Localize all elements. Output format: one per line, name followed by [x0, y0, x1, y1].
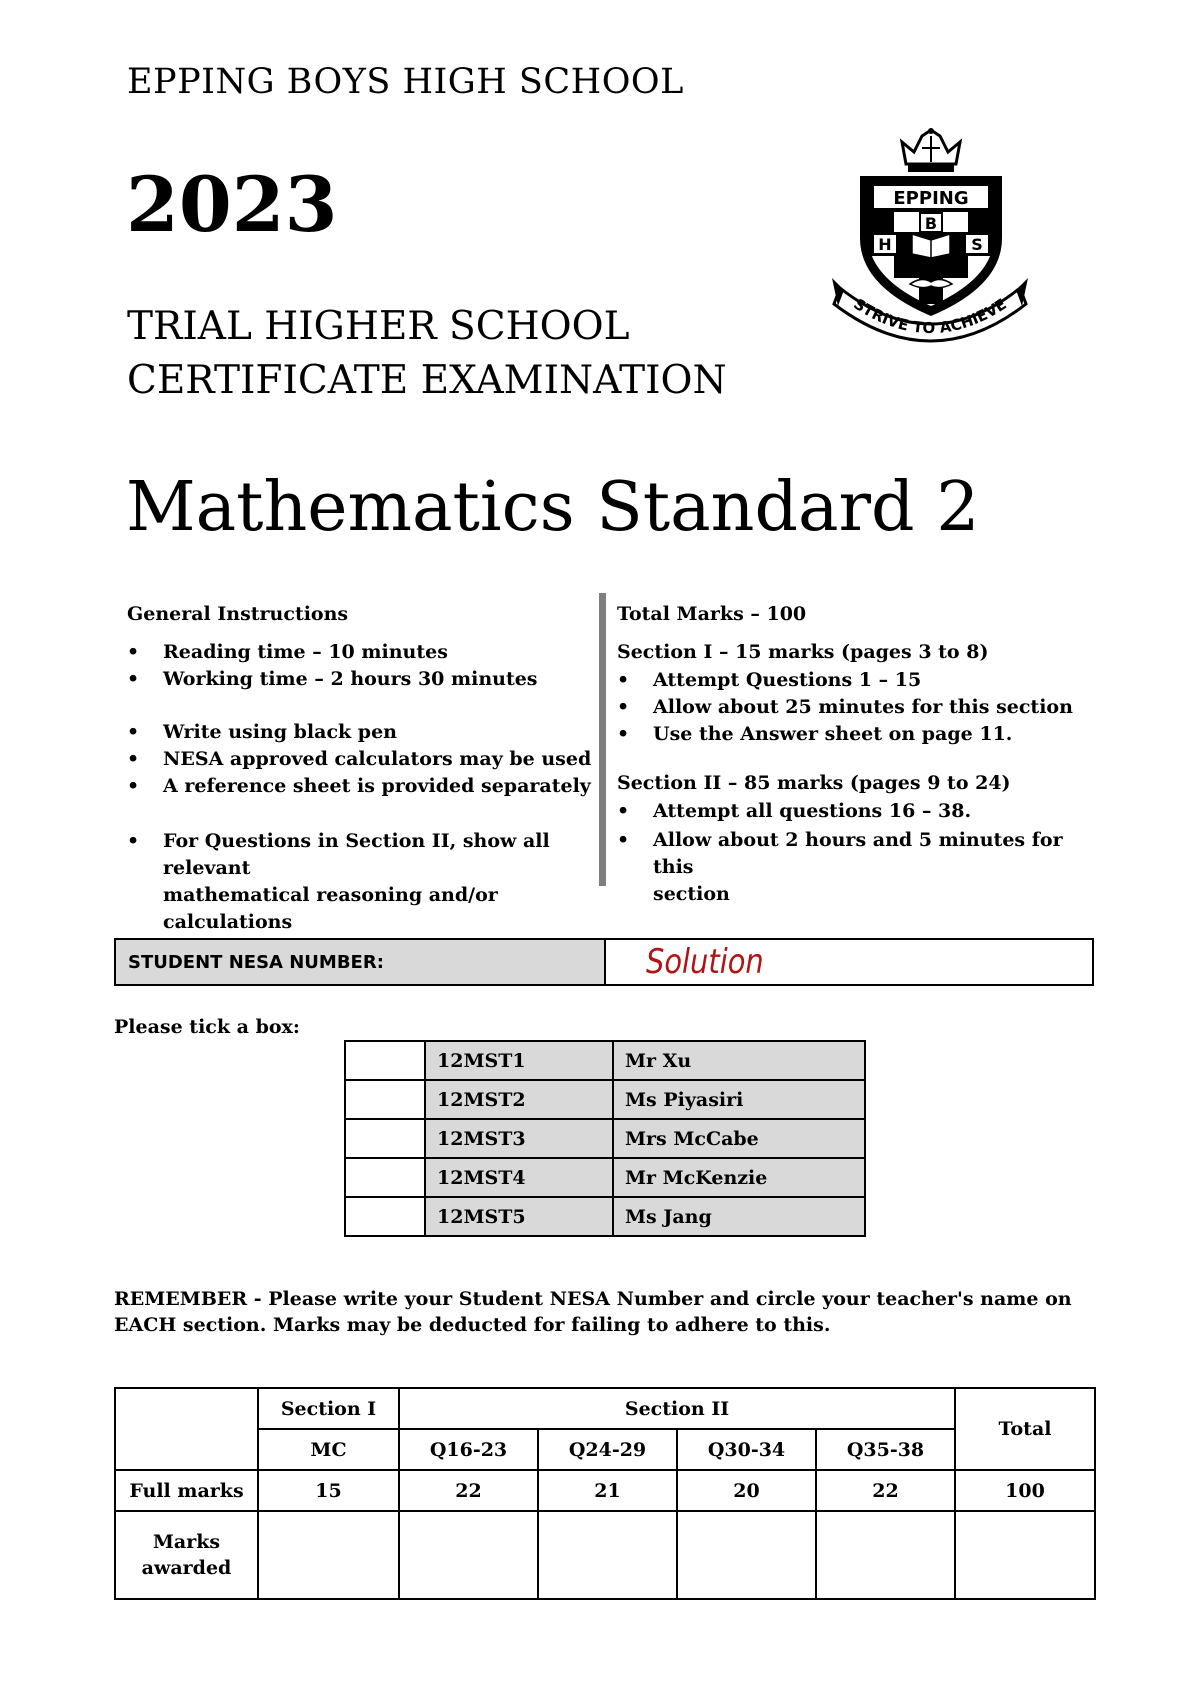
- marks-awarded-label: [115, 1511, 258, 1599]
- marks-awarded-cell[interactable]: [677, 1511, 816, 1599]
- instruction-show-reasoning-line2: mathematical reasoning and/or calculations: [163, 884, 498, 933]
- marks-header-row: [115, 1388, 1095, 1429]
- tick-box-label: Please tick a box:: [114, 1016, 300, 1038]
- exam-year: 2023: [126, 160, 338, 249]
- tick-box[interactable]: [345, 1158, 425, 1197]
- nesa-number-value: Solution: [646, 942, 764, 982]
- marks-awarded-row: [115, 1511, 1095, 1599]
- marks-table: [114, 1387, 1096, 1600]
- section1-instruction: • Allow about 25 minutes for this section: [617, 696, 1087, 723]
- tick-box[interactable]: [345, 1080, 425, 1119]
- section1-header: Section I: [258, 1388, 399, 1429]
- class-code: 12MST4: [425, 1158, 613, 1197]
- general-instructions-heading: General Instructions: [127, 603, 349, 625]
- marks-awarded-cell[interactable]: [538, 1511, 677, 1599]
- full-marks-value: 22: [816, 1470, 955, 1511]
- crest-letter-s: S: [971, 235, 983, 254]
- school-name: EPPING BOYS HIGH SCHOOL: [127, 62, 684, 102]
- section1-instruction: • Use the Answer sheet on page 11.: [617, 723, 1087, 750]
- nesa-number-box: [114, 938, 1094, 986]
- teacher-name: Mr Xu: [613, 1041, 865, 1080]
- teacher-name: Ms Piyasiri: [613, 1080, 865, 1119]
- section2-header: Section II: [399, 1388, 955, 1429]
- nesa-number-field[interactable]: [606, 940, 1092, 984]
- section2-instruction-line1: Allow about 2 hours and 5 minutes for this: [653, 829, 1063, 878]
- total-marks-info: [617, 603, 1087, 908]
- section2-instruction: [617, 827, 1087, 908]
- marks-awarded-cell[interactable]: [258, 1511, 399, 1599]
- class-row: [345, 1080, 865, 1119]
- crest-motto: STRIVE TO ACHIEVE: [850, 294, 1010, 338]
- school-crest-logo: [830, 128, 1030, 348]
- tick-box[interactable]: [345, 1041, 425, 1080]
- full-marks-value: 22: [399, 1470, 538, 1511]
- class-selection-table: [344, 1040, 866, 1237]
- section1-title: Section I – 15 marks (pages 3 to 8): [617, 641, 989, 663]
- full-marks-value: 20: [677, 1470, 816, 1511]
- column-header: Q24-29: [538, 1429, 677, 1470]
- section2-instruction-line2: section: [653, 883, 730, 905]
- crown-icon: [902, 128, 960, 172]
- full-marks-total: 100: [955, 1470, 1095, 1511]
- class-row: [345, 1119, 865, 1158]
- full-marks-value: 21: [538, 1470, 677, 1511]
- class-code: 12MST3: [425, 1119, 613, 1158]
- full-marks-value: 15: [258, 1470, 399, 1511]
- instruction-reading-time: • Reading time – 10 minutes: [127, 641, 597, 668]
- instruction-show-reasoning-line1: For Questions in Section II, show all relevant: [163, 830, 550, 879]
- column-header: MC: [258, 1429, 399, 1470]
- teacher-name: Mr McKenzie: [613, 1158, 865, 1197]
- total-marks-heading: Total Marks – 100: [617, 603, 807, 625]
- section2-instruction: • Attempt all questions 16 – 38.: [617, 800, 1087, 827]
- exam-title-line1: TRIAL HIGHER SCHOOL: [127, 304, 630, 349]
- column-header: Q30-34: [677, 1429, 816, 1470]
- class-row: [345, 1041, 865, 1080]
- column-divider: [599, 593, 606, 886]
- marks-awarded-cell[interactable]: [399, 1511, 538, 1599]
- marks-awarded-label-line1: Marks: [152, 1531, 221, 1553]
- marks-awarded-label-line2: awarded: [141, 1557, 232, 1579]
- crest-letter-b: B: [924, 214, 938, 233]
- teacher-name: Mrs McCabe: [613, 1119, 865, 1158]
- instruction-working-time: • Working time – 2 hours 30 minutes: [127, 668, 597, 695]
- remember-note: REMEMBER - Please write your Student NESA Number and circle your teacher's name on EACH section. Marks may be deducted for failing to adhere to this.: [114, 1288, 1072, 1336]
- nesa-number-label: STUDENT NESA NUMBER:: [116, 940, 606, 984]
- instruction-calculators: • NESA approved calculators may be used: [127, 748, 597, 775]
- total-header: Total: [955, 1388, 1095, 1470]
- column-header: Q16-23: [399, 1429, 538, 1470]
- full-marks-label: Full marks: [115, 1470, 258, 1511]
- tick-box[interactable]: [345, 1197, 425, 1236]
- marks-awarded-cell[interactable]: [955, 1511, 1095, 1599]
- section1-instruction: • Attempt Questions 1 – 15: [617, 669, 1087, 696]
- class-code: 12MST1: [425, 1041, 613, 1080]
- class-row: [345, 1197, 865, 1236]
- crest-top-text: EPPING: [893, 188, 969, 209]
- teacher-name: Ms Jang: [613, 1197, 865, 1236]
- column-header: Q35-38: [816, 1429, 955, 1470]
- instruction-black-pen: • Write using black pen: [127, 721, 597, 748]
- instruction-reference-sheet: • A reference sheet is provided separately: [127, 775, 597, 802]
- marks-awarded-cell[interactable]: [816, 1511, 955, 1599]
- marks-subheader-row: [115, 1429, 1095, 1470]
- full-marks-row: [115, 1470, 1095, 1511]
- class-row: [345, 1158, 865, 1197]
- exam-title-line2: CERTIFICATE EXAMINATION: [127, 358, 727, 403]
- class-code: 12MST2: [425, 1080, 613, 1119]
- section2-title: Section II – 85 marks (pages 9 to 24): [617, 772, 1011, 794]
- general-instructions: [127, 603, 597, 936]
- tick-box[interactable]: [345, 1119, 425, 1158]
- blank-corner-cell: [115, 1388, 258, 1470]
- instruction-show-reasoning: [127, 828, 597, 936]
- subject-title: Mathematics Standard 2: [126, 468, 980, 547]
- crest-letter-h: H: [878, 235, 892, 254]
- class-code: 12MST5: [425, 1197, 613, 1236]
